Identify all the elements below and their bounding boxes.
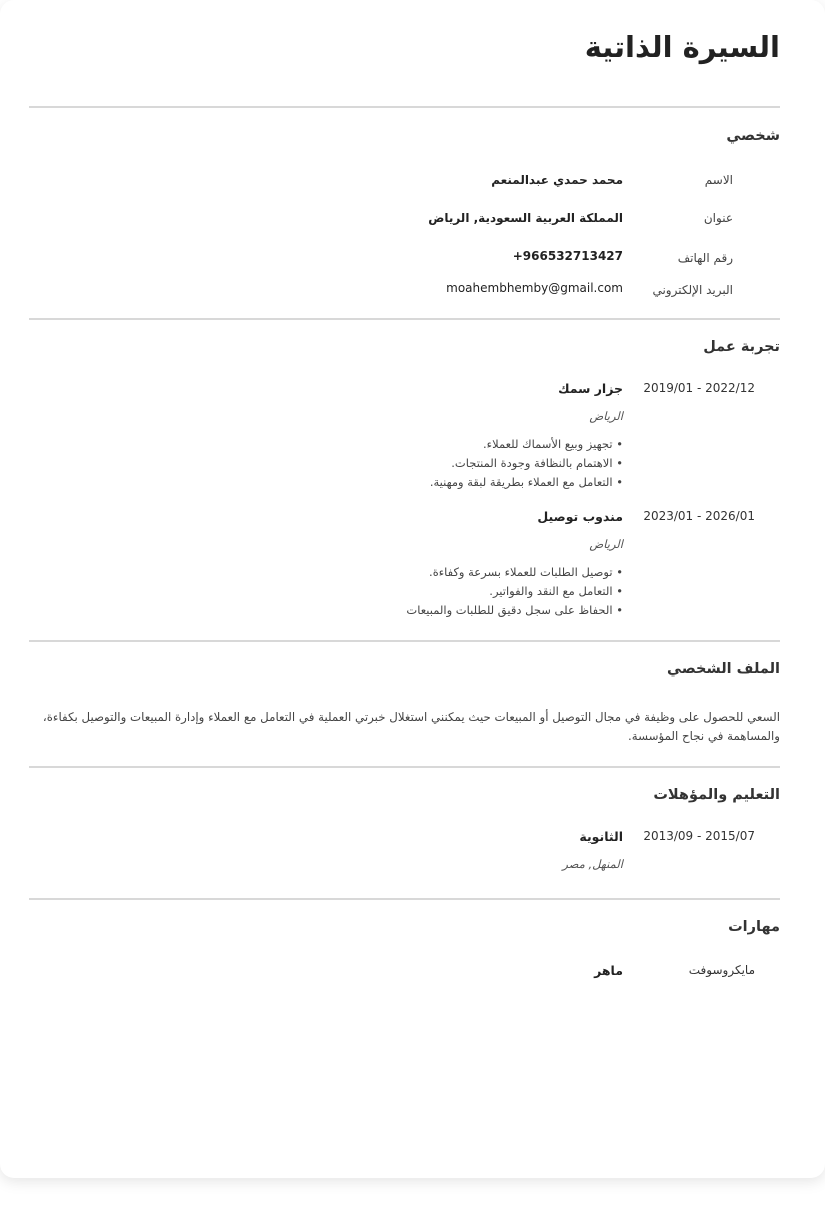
resume-title: السيرة الذاتية xyxy=(584,30,780,64)
experience-heading: تجربة عمل xyxy=(703,339,780,355)
divider xyxy=(29,106,780,108)
personal-heading: شخصي xyxy=(726,128,780,144)
list-item: • توصيل الطلبات للعملاء بسرعة وكفاءة. xyxy=(406,563,623,582)
list-item: • التعامل مع العملاء بطريقة لبقة ومهنية. xyxy=(430,473,623,492)
phone-value: +966532713427 xyxy=(512,249,623,263)
list-item: • الحفاظ على سجل دقيق للطلبات والمبيعات xyxy=(406,601,623,620)
divider xyxy=(29,898,780,900)
job-dates: 2019/01 - 2022/12 xyxy=(643,381,755,395)
divider xyxy=(29,766,780,768)
skill-name: مايكروسوفت xyxy=(688,963,755,977)
skills-heading: مهارات xyxy=(728,919,780,935)
phone-label: رقم الهاتف xyxy=(677,251,733,265)
address-value: المملكة العربية السعودية, الرياض xyxy=(428,211,623,225)
name-value: محمد حمدي عبدالمنعم xyxy=(491,173,623,187)
education-dates: 2013/09 - 2015/07 xyxy=(643,829,755,843)
job-title: مندوب توصيل xyxy=(537,509,623,524)
email-label: البريد الإلكتروني xyxy=(652,283,733,297)
education-heading: التعليم والمؤهلات xyxy=(653,787,780,803)
job-duties xyxy=(406,563,623,620)
name-label: الاسم xyxy=(704,173,733,187)
divider xyxy=(29,640,780,642)
job-duties xyxy=(430,435,623,492)
education-title: الثانوية xyxy=(579,829,623,844)
job-title: جزار سمك xyxy=(558,381,623,396)
list-item: • التعامل مع النقد والفواتير. xyxy=(406,582,623,601)
skill-level: ماهر xyxy=(594,963,623,978)
divider xyxy=(29,318,780,320)
address-label: عنوان xyxy=(703,211,733,225)
profile-heading: الملف الشخصي xyxy=(667,661,780,677)
list-item: • تجهيز وبيع الأسماك للعملاء. xyxy=(430,435,623,454)
profile-summary: السعي للحصول على وظيفة في مجال التوصيل أو المبيعات حيث يمكنني استغلال خبرتي العملية في التعامل مع العملاء وإدارة المبيعات والتوصيل بكفاءة، والمساهمة في نجاح المؤسسة. xyxy=(42,710,780,743)
job-location: الرياض xyxy=(589,537,623,551)
job-dates: 2023/01 - 2026/01 xyxy=(643,509,755,523)
email-value: moahembhemby@gmail.com xyxy=(446,281,623,295)
list-item: • الاهتمام بالنظافة وجودة المنتجات. xyxy=(430,454,623,473)
job-location: الرياض xyxy=(589,409,623,423)
education-location: المنهل, مصر xyxy=(562,857,623,871)
